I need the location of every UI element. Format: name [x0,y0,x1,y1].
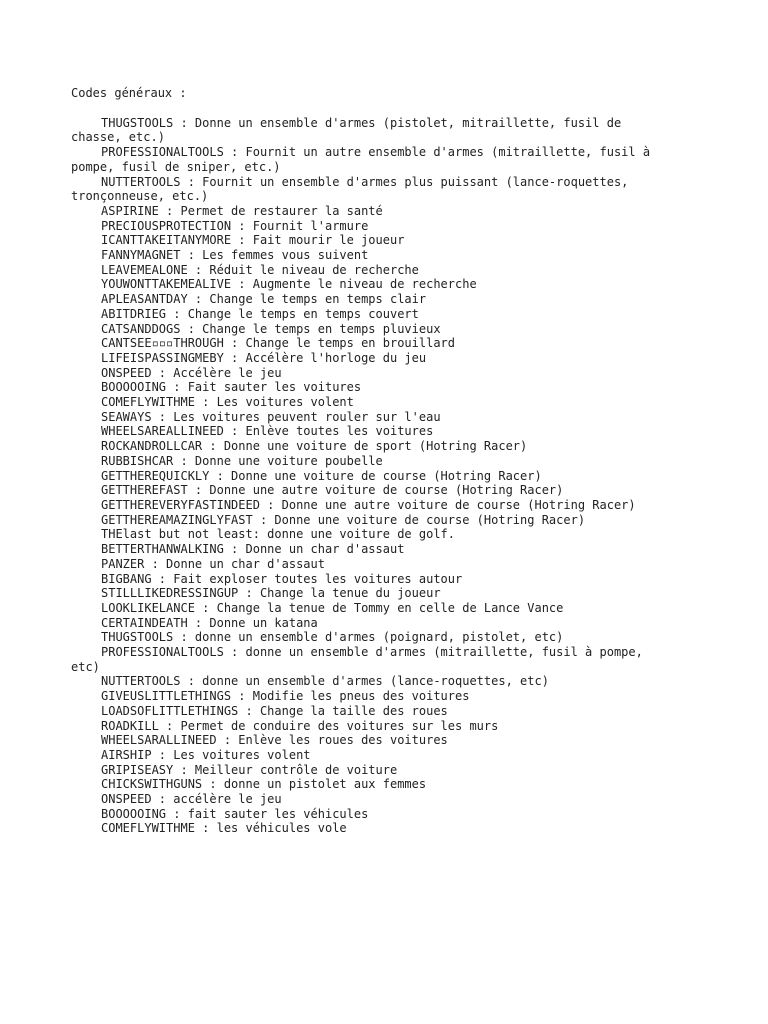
code-line: PROFESSIONALTOOLS : donne un ensemble d'armes (mitraillette, fusil à pompe, [101,645,643,660]
code-line: THUGSTOOLS : donne un ensemble d'armes (poignard, pistolet, etc) [101,630,564,645]
code-line: PRECIOUSPROTECTION : Fournit l'armure [101,218,369,233]
code-line: GIVEUSLITTLETHINGS : Modifie les pneus des voitures [101,689,470,704]
code-line: CANTSEE▫▫▫THROUGH : Change le temps en brouillard [101,336,456,351]
code-line: LEAVEMEALONE : Réduit le niveau de recherche [101,262,419,277]
code-line: PANZER : Donne un char d'assaut [101,556,325,571]
code-line: GETTHEREQUICKLY : Donne une voiture de course (Hotring Racer) [101,468,542,483]
code-line: CHICKSWITHGUNS : donne un pistolet aux femmes [101,777,427,792]
document-body [71,86,691,836]
code-line: FANNYMAGNET : Les femmes vous suivent [101,248,369,263]
code-line-continuation: tronçonneuse, etc.) [71,189,209,204]
code-line: BOOOOOING : fait sauter les véhicules [101,806,369,821]
code-line: GETTHEREAMAZINGLYFAST : Donne une voiture de course (Hotring Racer) [101,512,586,527]
code-line-continuation: pompe, fusil de sniper, etc.) [71,159,281,174]
code-line: LIFEISPASSINGMEBY : Accélère l'horloge du jeu [101,350,427,365]
code-line: CATSANDDOGS : Change le temps en temps pluvieux [101,321,441,336]
code-line: BETTERTHANWALKING : Donne un char d'assaut [101,542,405,557]
code-line: LOOKLIKELANCE : Change la tenue de Tommy en celle de Lance Vance [101,600,564,615]
code-line: CERTAINDEATH : Donne un katana [101,615,318,630]
code-line: ASPIRINE : Permet de restaurer la santé [101,203,383,218]
code-line: THElast but not least: donne une voiture de golf. [101,527,456,542]
code-line: APLEASANTDAY : Change le temps en temps clair [101,292,427,307]
code-line: ABITDRIEG : Change le temps en temps couvert [101,306,419,321]
code-line: STILLLIKEDRESSINGUP : Change la tenue du joueur [101,586,441,601]
code-line: ICANTTAKEITANYMORE : Fait mourir le joueur [101,233,405,248]
code-line: COMEFLYWITHME : Les voitures volent [101,395,354,410]
code-line: WHEELSAREALLINEED : Enlève toutes les voitures [101,424,434,439]
code-line: LOADSOFLITTLETHINGS : Change la taille des roues [101,703,448,718]
code-line: GETTHEREFAST : Donne une autre voiture de course (Hotring Racer) [101,483,564,498]
code-line: WHEELSARALLINEED : Enlève les roues des voitures [101,733,448,748]
code-line: RUBBISHCAR : Donne une voiture poubelle [101,453,383,468]
code-line: GRIPISEASY : Meilleur contrôle de voiture [101,762,398,777]
code-line: NUTTERTOOLS : Fournit un ensemble d'armes plus puissant (lance-roquettes, [101,174,629,189]
code-line: ROADKILL : Permet de conduire des voitures sur les murs [101,718,499,733]
code-line: GETTHEREVERYFASTINDEED : Donne une autre voiture de course (Hotring Racer) [101,497,636,512]
code-line: COMEFLYWITHME : les véhicules vole [101,821,347,836]
code-line: YOUWONTTAKEMEALIVE : Augmente le niveau de recherche [101,277,477,292]
code-line: SEAWAYS : Les voitures peuvent rouler sur l'eau [101,409,441,424]
code-line: PROFESSIONALTOOLS : Fournit un autre ensemble d'armes (mitraillette, fusil à [101,145,651,160]
section-heading: Codes généraux : [71,86,187,100]
code-line-continuation: chasse, etc.) [71,130,165,145]
code-line-continuation: etc) [71,659,100,674]
code-line: BIGBANG : Fait exploser toutes les voitures autour [101,571,463,586]
code-line: NUTTERTOOLS : donne un ensemble d'armes (lance-roquettes, etc) [101,674,549,689]
code-line: ONSPEED : Accélère le jeu [101,365,282,380]
code-line: THUGSTOOLS : Donne un ensemble d'armes (pistolet, mitraillette, fusil de [101,115,622,130]
code-line: BOOOOOING : Fait sauter les voitures [101,380,362,395]
code-line: ONSPEED : accélère le jeu [101,792,282,807]
cheat-code-list [71,116,691,836]
code-line: ROCKANDROLLCAR : Donne une voiture de sport (Hotring Racer) [101,439,528,454]
code-line: AIRSHIP : Les voitures volent [101,747,311,762]
